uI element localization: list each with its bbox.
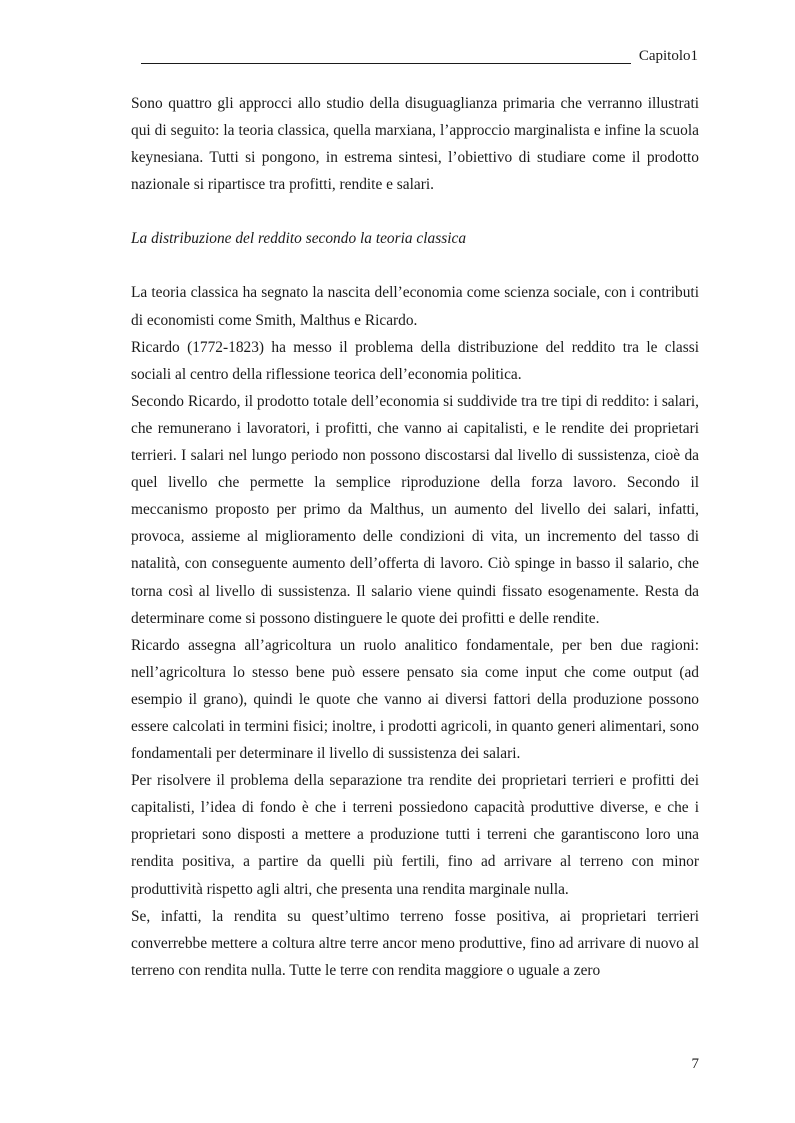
- paragraph: Se, infatti, la rendita su quest’ultimo terreno fosse positiva, ai proprietari terrieri converrebbe mettere a coltura altre terre ancor meno produttive, fino ad arrivare di nuovo al terreno con rendita nulla. Tutte le terre con rendita maggiore o uguale a zero: [131, 907, 699, 979]
- body-text: [131, 90, 699, 984]
- page-number: 7: [691, 1056, 699, 1072]
- spacer: [131, 252, 699, 279]
- intro-paragraph: Sono quattro gli approcci allo studio della disuguaglianza primaria che verranno illustrati qui di seguito: la teoria classica, quella marxiana, l’approccio marginalista e infine la scuola keynesiana. Tutti si pongono, in estrema sintesi, l’obiettivo di studiare come il prodotto nazionale si ripartisce tra profitti, rendite e salari.: [131, 95, 699, 194]
- spacer: [131, 198, 699, 225]
- paragraph: Secondo Ricardo, il prodotto totale dell’economia si suddivide tra tre tipi di reddito: i salari, che remunerano i lavoratori, i profitti, che vanno ai capitalisti, e le rendite dei proprietari terrieri. I salari nel lungo periodo non possono discostarsi dal livello di sussistenza, cioè da quel livello che permette la semplice riproduzione della forza lavoro. Secondo il meccanismo proposto per primo da Malthus, un aumento del livello dei salari, infatti, provoca, assieme al miglioramento delle condizioni di vita, un incremento del tasso di natalità, con conseguente aumento dell’offerta di lavoro. Ciò spinge in basso il salario, che torna così al livello di sussistenza. Il salario viene quindi fissato esogenamente. Resta da determinare come si possono distinguere le quote dei profitti e delle rendite.: [131, 392, 699, 627]
- paragraph: Ricardo (1772-1823) ha messo il problema della distribuzione del reddito tra le classi sociali al centro della riflessione teorica dell’economia politica.: [131, 338, 699, 383]
- paragraph: Per risolvere il problema della separazione tra rendite dei proprietari terrieri e profitti dei capitalisti, l’idea di fondo è che i terreni possiedono capacità produttive diverse, e che i proprietari sono disposti a mettere a produzione tutti i terreni che garantiscono loro una rendita positiva, a partire da quelli più fertili, fino ad arrivare al terreno con minor produttività rispetto agli altri, che presenta una rendita marginale nulla.: [131, 772, 699, 898]
- page-header: [141, 46, 698, 66]
- section-heading: La distribuzione del reddito secondo la teoria classica: [131, 230, 467, 248]
- paragraph: La teoria classica ha segnato la nascita dell’economia come scienza sociale, con i contributi di economisti come Smith, Malthus e Ricardo.: [131, 284, 699, 329]
- paragraph: Ricardo assegna all’agricoltura un ruolo analitico fondamentale, per ben due ragioni: nell’agricoltura lo stesso bene può essere pensato sia come input che come output (ad esempio il grano), quindi le quote che vanno ai diversi fattori della produzione possono essere calcolati in termini fisici; inoltre, i prodotti agricoli, in quanto generi alimentari, sono fondamentali per determinare il livello di sussistenza dei salari.: [131, 636, 699, 763]
- chapter-title: Capitolo1: [638, 48, 698, 64]
- header-rule: [141, 63, 631, 64]
